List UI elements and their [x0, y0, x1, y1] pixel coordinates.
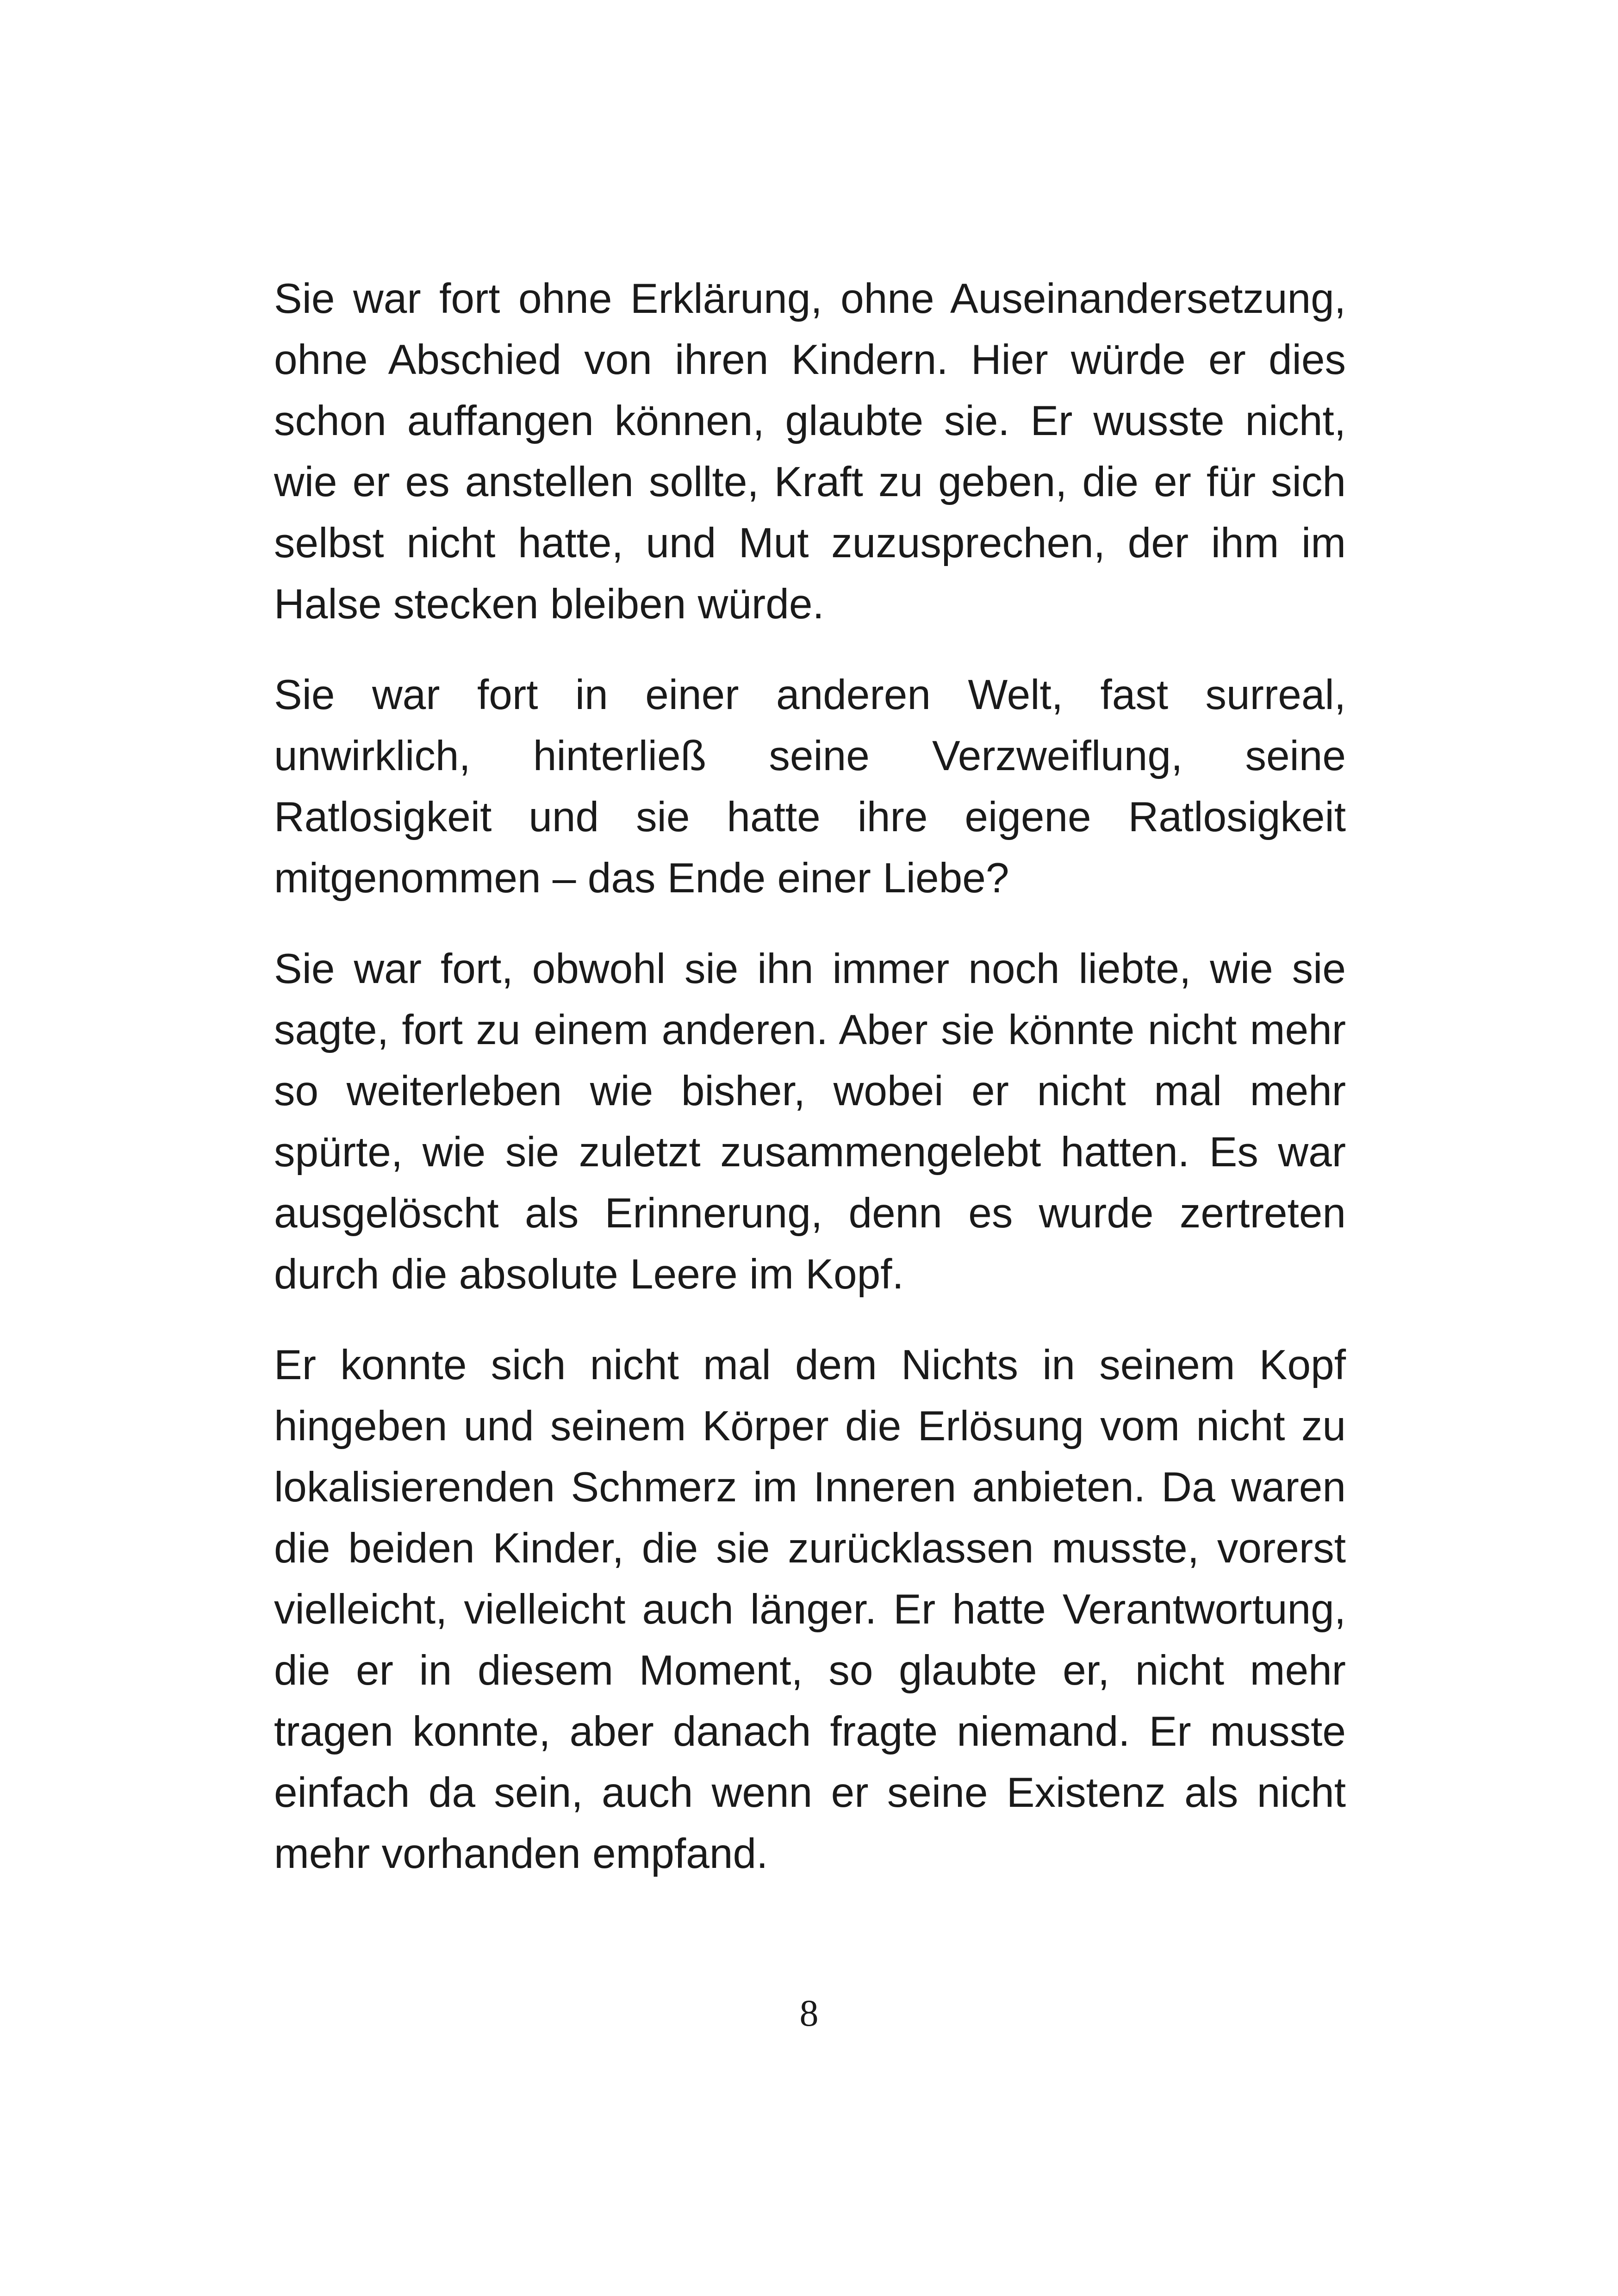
- paragraph-2: Sie war fort in einer anderen Welt, fast surreal, unwirklich, hinterließ seine Verzweiflung, seine Ratlosigkeit und sie hatte ihre eigene Ratlosigkeit mitgenommen – das Ende einer Liebe?: [274, 672, 1346, 902]
- paragraph-4: Er konnte sich nicht mal dem Nichts in seinem Kopf hingeben und seinem Körper die Erlösung vom nicht zu lokalisierenden Schmerz im Inneren anbieten. Da waren die beiden Kinder, die sie zurücklassen musste, vorerst vielleicht, vielleicht auch länger. Er hatte Verantwortung, die er in diesem Moment, so glaubte er, nicht mehr tragen konnte, aber danach fragte niemand. Er musste einfach da sein, auch wenn er seine Existenz als nicht mehr vorhanden empfand.: [274, 1342, 1346, 1877]
- paragraph-1: Sie war fort ohne Erklärung, ohne Auseinandersetzung, ohne Abschied von ihren Kindern. Hier würde er dies schon auffangen können, glaubte sie. Er wusste nicht, wie er es anstellen sollte, Kraft zu geben, die er für sich selbst nicht hatte, und Mut zuzusprechen, der ihm im Halse stecken bleiben würde.: [274, 275, 1346, 628]
- body-text: [274, 268, 1346, 1914]
- page-number: 8: [799, 1992, 819, 2034]
- paragraph-3: Sie war fort, obwohl sie ihn immer noch liebte, wie sie sagte, fort zu einem anderen. Aber sie könnte nicht mehr so weiterleben wie bisher, wobei er nicht mal mehr spürte, wie sie zuletzt zusammengelebt hatten. Es war ausgelöscht als Erinnerung, denn es wurde zertreten durch die absolute Leere im Kopf.: [274, 946, 1346, 1298]
